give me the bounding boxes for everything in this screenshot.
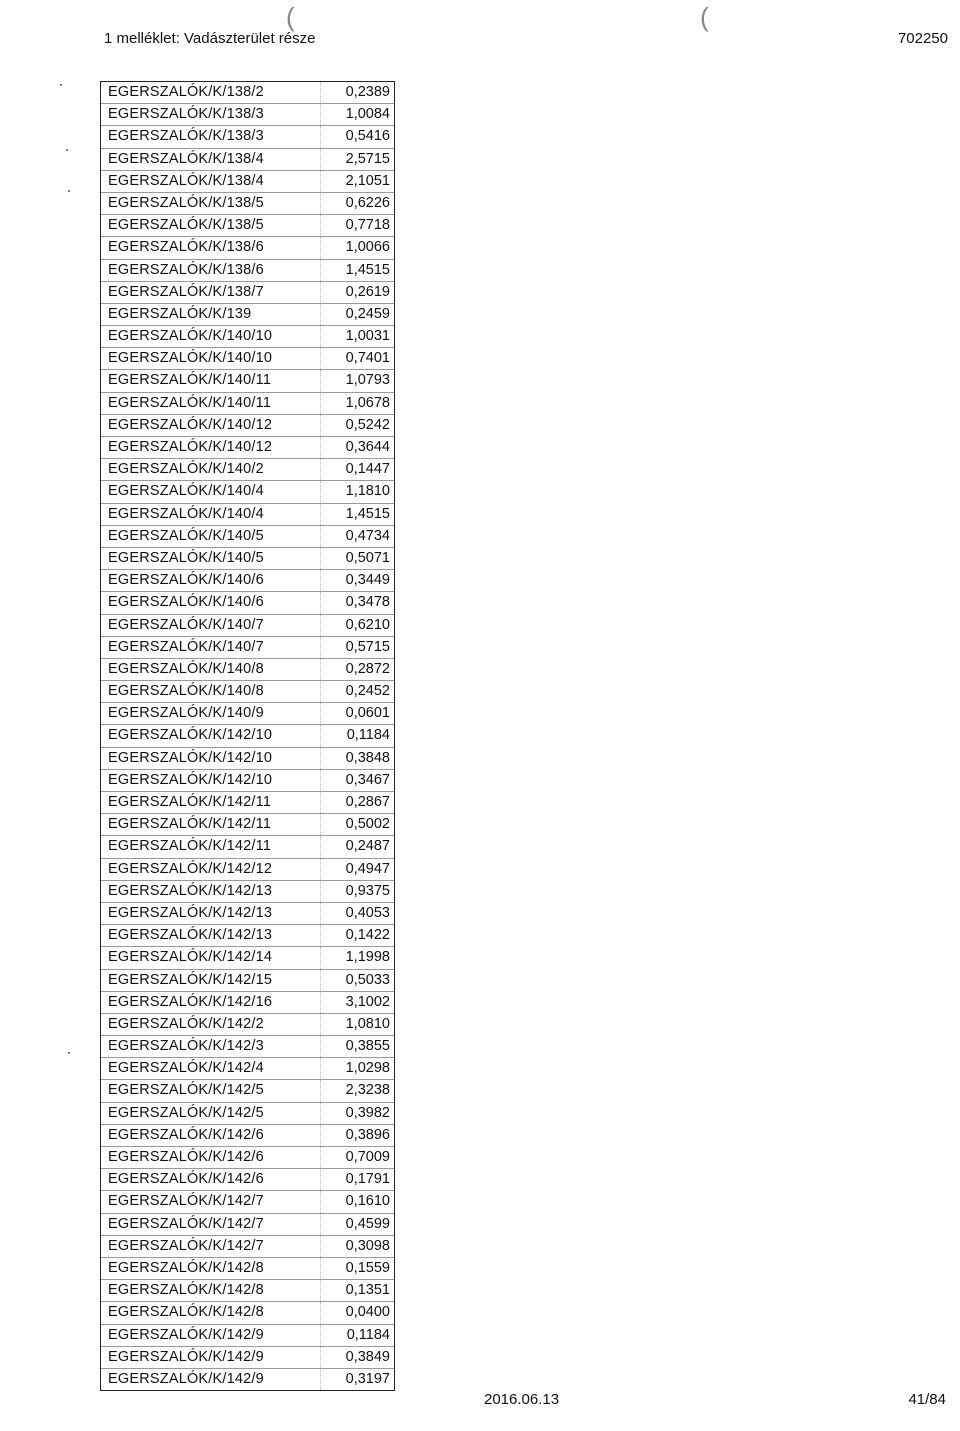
area-value-cell: 0,4734	[345, 527, 390, 544]
table-row	[101, 1191, 394, 1213]
scan-speck	[68, 1052, 70, 1054]
area-value-cell: 0,1559	[345, 1259, 390, 1276]
area-value-cell: 3,1002	[345, 993, 390, 1010]
area-value-cell: 0,7009	[345, 1149, 390, 1165]
table-row	[101, 970, 394, 992]
area-value-cell: 0,2389	[345, 84, 390, 100]
area-value-cell: 0,1184	[346, 1326, 390, 1343]
area-value-cell: 1,1998	[345, 949, 390, 966]
parcel-id-cell: EGERSZALÓK/K/142/10	[101, 770, 321, 791]
area-value-cell: 1,0066	[345, 239, 390, 256]
scan-mark-left-decoration: (	[286, 2, 295, 32]
parcel-id-cell: EGERSZALÓK/K/138/3	[101, 126, 321, 147]
parcel-id-cell: EGERSZALÓK/K/138/6	[101, 237, 321, 258]
area-value-cell: 0,5242	[345, 416, 390, 433]
scan-speck	[68, 190, 70, 192]
table-row	[101, 415, 394, 437]
table-row	[101, 304, 394, 326]
table-row	[101, 748, 394, 770]
table-row	[101, 681, 394, 703]
area-value-cell: 1,4515	[345, 505, 390, 522]
table-row	[101, 1325, 394, 1347]
parcel-id-cell: EGERSZALÓK/K/142/12	[101, 859, 321, 880]
table-row	[101, 1014, 394, 1036]
page-header-title: 1 melléklet: Vadászterület része	[104, 30, 316, 47]
parcel-id-cell: EGERSZALÓK/K/138/4	[101, 171, 321, 192]
area-value-cell: 0,1447	[345, 461, 390, 478]
table-row	[101, 659, 394, 681]
parcel-id-cell: EGERSZALÓK/K/140/6	[101, 592, 321, 613]
table-row	[101, 836, 394, 858]
table-row	[101, 237, 394, 259]
area-value-cell: 2,1051	[345, 172, 390, 189]
table-row	[101, 1147, 394, 1169]
area-value-cell: 0,1351	[345, 1282, 390, 1299]
table-row	[101, 504, 394, 526]
table-row	[101, 104, 394, 126]
area-value-cell: 1,0084	[345, 106, 390, 123]
parcel-id-cell: EGERSZALÓK/K/142/9	[101, 1369, 321, 1390]
parcel-id-cell: EGERSZALÓK/K/140/7	[101, 615, 321, 636]
parcel-id-cell: EGERSZALÓK/K/142/13	[101, 925, 321, 946]
parcel-id-cell: EGERSZALÓK/K/140/8	[101, 681, 321, 702]
parcel-id-cell: EGERSZALÓK/K/140/5	[101, 526, 321, 547]
area-value-cell: 0,2872	[345, 660, 390, 677]
table-row	[101, 1214, 394, 1236]
area-value-cell: 0,3848	[345, 749, 390, 766]
parcel-id-cell: EGERSZALÓK/K/140/6	[101, 570, 321, 591]
area-value-cell: 0,3197	[345, 1370, 390, 1387]
area-value-cell: 0,6226	[345, 194, 390, 211]
table-row	[101, 881, 394, 903]
parcel-id-cell: EGERSZALÓK/K/138/3	[101, 104, 321, 125]
area-value-cell: 0,2619	[345, 283, 390, 300]
table-row	[101, 615, 394, 637]
table-row	[101, 526, 394, 548]
parcel-id-cell: EGERSZALÓK/K/142/11	[101, 792, 321, 813]
area-value-cell: 1,0031	[345, 328, 390, 345]
parcel-id-cell: EGERSZALÓK/K/142/4	[101, 1058, 321, 1079]
area-value-cell: 0,3467	[345, 771, 390, 788]
table-row	[101, 570, 394, 592]
table-row	[101, 770, 394, 792]
parcel-id-cell: EGERSZALÓK/K/142/8	[101, 1280, 321, 1301]
table-row	[101, 1302, 394, 1324]
area-value-cell: 1,1810	[345, 483, 390, 500]
area-value-cell: 0,4599	[345, 1215, 390, 1232]
parcel-id-cell: EGERSZALÓK/K/140/11	[101, 393, 321, 414]
area-value-cell: 0,9375	[345, 882, 390, 899]
table-row	[101, 282, 394, 304]
table-row	[101, 370, 394, 392]
parcel-id-cell: EGERSZALÓK/K/140/10	[101, 348, 321, 369]
table-row	[101, 1258, 394, 1280]
table-row	[101, 1080, 394, 1102]
area-value-cell: 0,5715	[345, 638, 390, 655]
table-row	[101, 82, 394, 104]
area-value-cell: 0,6210	[345, 616, 390, 633]
area-value-cell: 0,5071	[345, 549, 390, 566]
area-value-cell: 0,7718	[345, 217, 390, 234]
parcel-id-cell: EGERSZALÓK/K/138/4	[101, 149, 321, 170]
parcel-id-cell: EGERSZALÓK/K/142/11	[101, 836, 321, 857]
parcel-id-cell: EGERSZALÓK/K/142/5	[101, 1080, 321, 1101]
parcel-area-table	[100, 81, 395, 1391]
table-row	[101, 1103, 394, 1125]
area-value-cell: 0,3644	[345, 439, 390, 455]
area-value-cell: 0,4947	[345, 860, 390, 877]
area-value-cell: 1,0298	[345, 1060, 390, 1077]
parcel-id-cell: EGERSZALÓK/K/140/9	[101, 703, 321, 724]
parcel-id-cell: EGERSZALÓK/K/142/6	[101, 1169, 321, 1190]
parcel-id-cell: EGERSZALÓK/K/138/2	[101, 82, 321, 103]
table-row	[101, 1036, 394, 1058]
area-value-cell: 0,1791	[345, 1171, 390, 1188]
parcel-id-cell: EGERSZALÓK/K/142/14	[101, 947, 321, 968]
parcel-id-cell: EGERSZALÓK/K/139	[101, 304, 321, 325]
parcel-id-cell: EGERSZALÓK/K/138/5	[101, 215, 321, 236]
table-row	[101, 1369, 394, 1390]
table-row	[101, 149, 394, 171]
parcel-id-cell: EGERSZALÓK/K/142/13	[101, 881, 321, 902]
area-value-cell: 0,3982	[345, 1104, 390, 1121]
parcel-id-cell: EGERSZALÓK/K/142/5	[101, 1103, 321, 1124]
area-value-cell: 0,1422	[345, 927, 390, 944]
table-row	[101, 459, 394, 481]
table-row	[101, 348, 394, 370]
table-row	[101, 1347, 394, 1369]
area-value-cell: 1,4515	[345, 261, 390, 278]
table-row	[101, 1236, 394, 1258]
table-row	[101, 592, 394, 614]
area-value-cell: 1,0810	[345, 1015, 390, 1032]
table-row	[101, 725, 394, 747]
table-row	[101, 814, 394, 836]
parcel-id-cell: EGERSZALÓK/K/142/6	[101, 1147, 321, 1168]
parcel-id-cell: EGERSZALÓK/K/140/8	[101, 659, 321, 680]
table-row	[101, 126, 394, 148]
area-value-cell: 0,3849	[345, 1348, 390, 1365]
parcel-id-cell: EGERSZALÓK/K/142/11	[101, 814, 321, 835]
parcel-id-cell: EGERSZALÓK/K/142/10	[101, 725, 321, 746]
area-value-cell: 0,2487	[345, 838, 390, 855]
parcel-id-cell: EGERSZALÓK/K/142/9	[101, 1325, 321, 1346]
area-value-cell: 0,1610	[345, 1193, 390, 1210]
table-row	[101, 481, 394, 503]
footer-date: 2016.06.13	[484, 1391, 560, 1408]
parcel-id-cell: EGERSZALÓK/K/142/15	[101, 970, 321, 991]
parcel-id-cell: EGERSZALÓK/K/142/10	[101, 748, 321, 769]
area-value-cell: 0,5002	[345, 816, 390, 833]
area-value-cell: 0,4053	[345, 904, 390, 921]
parcel-id-cell: EGERSZALÓK/K/140/4	[101, 504, 321, 525]
table-row	[101, 326, 394, 348]
area-value-cell: 1,0793	[345, 372, 390, 389]
table-row	[101, 1058, 394, 1080]
area-value-cell: 0,1184	[346, 727, 390, 744]
table-row	[101, 637, 394, 659]
table-row	[101, 703, 394, 725]
parcel-id-cell: EGERSZALÓK/K/142/7	[101, 1191, 321, 1212]
parcel-id-cell: EGERSZALÓK/K/142/7	[101, 1214, 321, 1235]
area-value-cell: 0,0400	[345, 1304, 390, 1321]
area-value-cell: 0,5033	[345, 971, 390, 988]
parcel-id-cell: EGERSZALÓK/K/142/7	[101, 1236, 321, 1257]
table-row	[101, 947, 394, 969]
parcel-id-cell: EGERSZALÓK/K/140/10	[101, 326, 321, 347]
table-row	[101, 859, 394, 881]
scan-speck	[66, 149, 68, 151]
table-row	[101, 925, 394, 947]
table-row	[101, 903, 394, 925]
table-row	[101, 260, 394, 282]
table-row	[101, 792, 394, 814]
parcel-id-cell: EGERSZALÓK/K/140/5	[101, 548, 321, 569]
area-value-cell: 0,3896	[345, 1126, 390, 1143]
area-value-cell: 0,7401	[345, 350, 390, 367]
parcel-id-cell: EGERSZALÓK/K/140/4	[101, 481, 321, 502]
table-row	[101, 1169, 394, 1191]
area-value-cell: 0,3449	[345, 572, 390, 589]
parcel-id-cell: EGERSZALÓK/K/140/12	[101, 437, 321, 458]
area-value-cell: 0,2452	[345, 683, 390, 700]
parcel-id-cell: EGERSZALÓK/K/140/11	[101, 370, 321, 391]
table-row	[101, 992, 394, 1014]
parcel-id-cell: EGERSZALÓK/K/142/6	[101, 1125, 321, 1146]
table-row	[101, 215, 394, 237]
parcel-id-cell: EGERSZALÓK/K/142/8	[101, 1302, 321, 1323]
parcel-id-cell: EGERSZALÓK/K/142/13	[101, 903, 321, 924]
parcel-id-cell: EGERSZALÓK/K/140/12	[101, 415, 321, 436]
parcel-id-cell: EGERSZALÓK/K/142/3	[101, 1036, 321, 1057]
area-value-cell: 2,5715	[345, 150, 390, 167]
table-row	[101, 393, 394, 415]
area-value-cell: 0,2867	[345, 794, 390, 810]
scan-mark-right-decoration: (	[700, 2, 709, 32]
scan-speck	[60, 84, 62, 86]
footer-page-number: 41/84	[908, 1391, 946, 1408]
table-row	[101, 1125, 394, 1147]
parcel-id-cell: EGERSZALÓK/K/142/16	[101, 992, 321, 1013]
table-row	[101, 1280, 394, 1302]
parcel-id-cell: EGERSZALÓK/K/140/7	[101, 637, 321, 658]
area-value-cell: 0,0601	[345, 705, 390, 722]
parcel-id-cell: EGERSZALÓK/K/138/6	[101, 260, 321, 281]
table-row	[101, 437, 394, 459]
parcel-id-cell: EGERSZALÓK/K/142/2	[101, 1014, 321, 1035]
parcel-id-cell: EGERSZALÓK/K/142/8	[101, 1258, 321, 1279]
area-value-cell: 0,3478	[345, 594, 390, 611]
table-row	[101, 548, 394, 570]
area-value-cell: 0,3855	[345, 1038, 390, 1055]
table-row	[101, 193, 394, 215]
table-row	[101, 171, 394, 193]
area-value-cell: 0,5416	[345, 128, 390, 145]
parcel-id-cell: EGERSZALÓK/K/140/2	[101, 459, 321, 480]
parcel-id-cell: EGERSZALÓK/K/142/9	[101, 1347, 321, 1368]
area-value-cell: 1,0678	[345, 394, 390, 411]
parcel-id-cell: EGERSZALÓK/K/138/7	[101, 282, 321, 303]
area-value-cell: 0,2459	[345, 305, 390, 322]
area-value-cell: 0,3098	[345, 1237, 390, 1254]
document-number: 702250	[897, 30, 948, 47]
area-value-cell: 2,3238	[345, 1082, 390, 1099]
parcel-id-cell: EGERSZALÓK/K/138/5	[101, 193, 321, 214]
